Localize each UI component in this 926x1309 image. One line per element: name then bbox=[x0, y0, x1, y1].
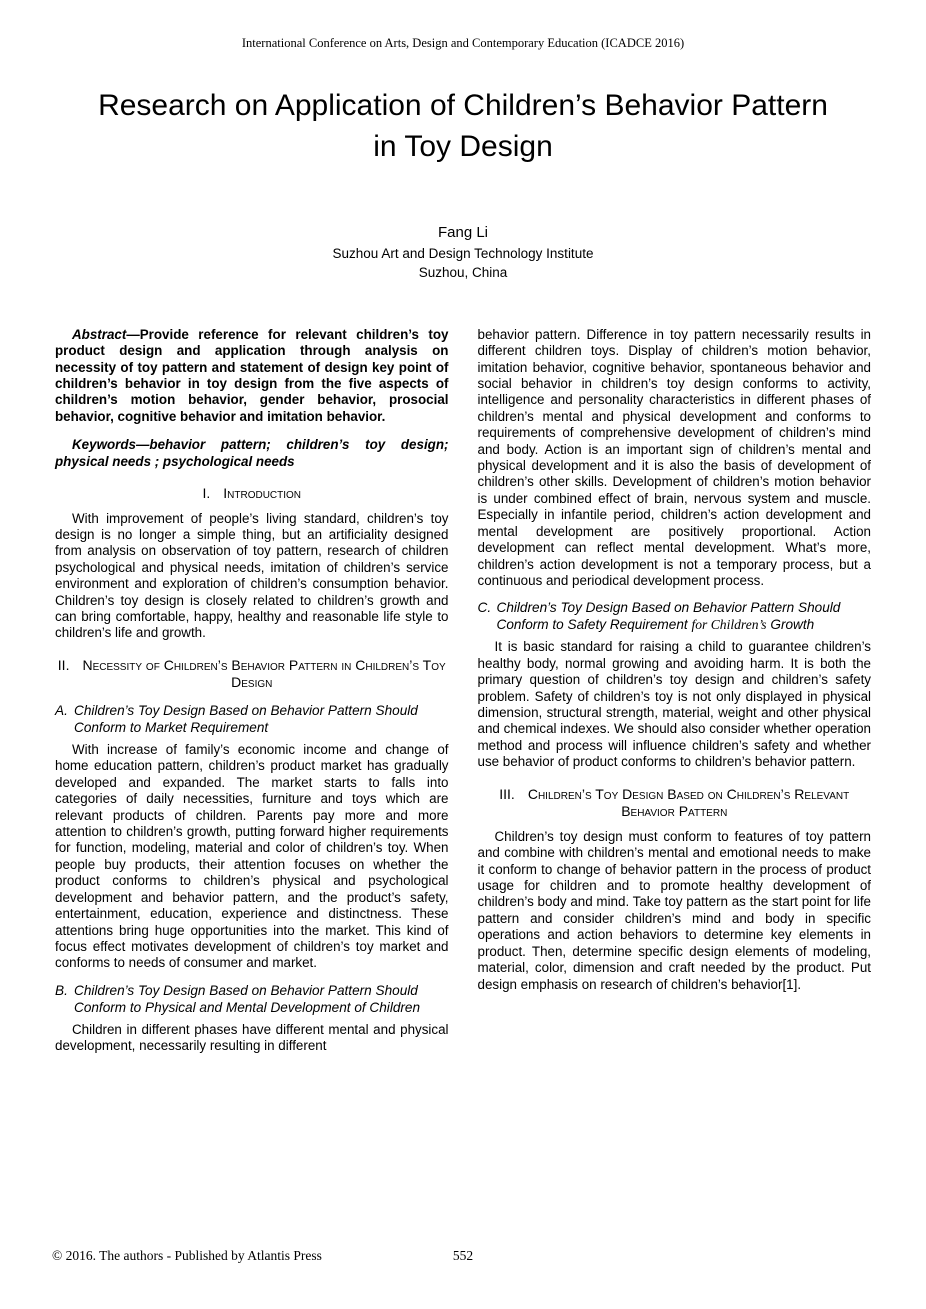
page-footer bbox=[0, 1248, 926, 1268]
section-iii-paragraph: Children’s toy design must conform to features of toy pattern and combine with children’s mental and emotional needs to make it conform to change of behavior pattern in the process of product usage for children and to promote healthy development of children’s body and mind. Take toy pattern as the start point for life pattern and consider children’s mind and body in specific operations and action behaviors to determine key elements in product. Then, determine specific design elements of modeling, material, color, dimension and craft needed by the product. Put design emphasis on research of children’s behavior[1]. bbox=[477, 828, 871, 992]
subsection-label: B. bbox=[55, 982, 68, 998]
abstract-label: Abstract bbox=[72, 326, 127, 342]
subsection-b-paragraph-continued: behavior pattern. Difference in toy pattern necessarily results in different children toys. Display of children’s motion behavior, imitation behavior, cognitive behavior, spontaneous behavior and social behavior in children’s toy design conforms to activity, intelligence and personality characteristics in different phases of children’s mental and physical development and conforms to requirements of comprehensive development of children’s mind and body. Action is an important sign of children’s mental and physical development and it is also the basis of development of children’s other skills. Development of children’s motion behavior is under combined effect of brain, nervous system and muscle. Especially in infantile period, children’s action development and mental development are positively proportional. Action development can reflect mental development. What’s more, children’s action development is not a temporary process, but a continuous and periodical development process. bbox=[477, 326, 871, 588]
subsection-heading-serif-segment: for Children’s bbox=[691, 617, 767, 633]
section-number: II. bbox=[57, 656, 70, 673]
subsection-heading-a bbox=[55, 703, 449, 737]
subsection-a-paragraph: With increase of family’s economic income and change of home education pattern, children’s product market has gradually developed and expanded. The market starts to falls into categories of daily necessities, furniture and toys which are relevant products of children. Parents pay more and more attention to children’s growth, putting forward higher requirements for function, modeling, material and color of children’s toy. When people buy products, their attention focuses on whether the product conforms to children’s physical and psychological development and behavior pattern, and the product’s safety, entertainment, education, experience and distinctness. These attentions bring huge opportunities into the market. This kind of focus effect motivates development of children’s toy market and conforms to needs of consumer and market. bbox=[55, 741, 449, 971]
section-heading-text: Children’s Toy Design Based on Children’s Relevant Behavior Pattern bbox=[527, 785, 850, 820]
section-heading-text: Necessity of Children’s Behavior Pattern in Children’s Toy Design bbox=[82, 656, 446, 691]
subsection-heading-c bbox=[478, 600, 872, 634]
page-number: 552 bbox=[452, 1248, 474, 1263]
copyright-notice: © 2016. The authors - Published by Atlantis Press bbox=[52, 1248, 322, 1263]
subsection-c-paragraph: It is basic standard for raising a child to guarantee children’s healthy body, normal growing and avoiding harm. It is both the primary question of children’s toy design and children’s safety problem. Safety of children’s toy is not only displayed in physical dimension, structural strength, material, weight and other physical and chemical indexes. We should also consider whether operation method and process will influence children’s safety and whether use behavior of product conforms to children’s behavior pattern. bbox=[477, 639, 871, 770]
left-column bbox=[55, 327, 449, 1055]
section-number: III. bbox=[499, 785, 515, 802]
subsection-label: C. bbox=[477, 600, 492, 616]
subsection-heading-text: Children’s Toy Design Based on Behavior Pattern Should Conform to Safety Requirement bbox=[496, 600, 841, 633]
conference-header: International Conference on Arts, Design and Contemporary Education (ICADCE 2016) bbox=[241, 36, 685, 50]
section-heading-introduction bbox=[55, 485, 449, 503]
paper-title: Research on Application of Children’s Behavior Pattern in Toy Design bbox=[98, 89, 828, 164]
author-affiliation: Suzhou Art and Design Technology Institute bbox=[332, 245, 594, 261]
two-column-body bbox=[55, 327, 871, 1055]
right-column bbox=[478, 327, 872, 1055]
section-heading-text: Introduction bbox=[223, 485, 302, 502]
subsection-heading-text: Children’s Toy Design Based on Behavior Pattern Should Conform to Physical and Mental Development of Children bbox=[74, 982, 421, 1015]
keywords-text: —behavior pattern; children’s toy design; physical needs ; psychological needs bbox=[55, 437, 449, 469]
author-block bbox=[55, 222, 871, 283]
introduction-paragraph: With improvement of people’s living standard, children’s toy design is no longer a simple thing, but an artificiality designed from analysis on observation of toy pattern, research of children psychological and physical needs, imitation of children’s service environment and exploration of children’s consumption behavior. Children’s toy design is closely related to children’s growth and can bring comfortable, happy, healthy and reasonable life style to children’s life and growth. bbox=[55, 510, 449, 641]
subsection-heading-b bbox=[55, 983, 449, 1017]
subsection-heading-text-end: Growth bbox=[766, 617, 815, 633]
keywords-paragraph bbox=[55, 437, 449, 470]
author-name: Fang Li bbox=[437, 223, 489, 241]
abstract-paragraph bbox=[55, 327, 449, 426]
section-number: I. bbox=[202, 485, 211, 502]
subsection-label: A. bbox=[55, 702, 68, 718]
section-heading-design bbox=[478, 786, 872, 821]
abstract-text: —Provide reference for relevant children’s toy product design and application through analysis on necessity of toy pattern and statement of design key point of children’s behavior in toy design from the five aspects of children’s motion behavior, gender behavior, prosocial behavior, cognitive behavior and imitation behavior. bbox=[55, 326, 449, 424]
subsection-b-paragraph-start: Children in different phases have different mental and physical development, necessarily resulting in different bbox=[55, 1021, 449, 1054]
author-city: Suzhou, China bbox=[418, 265, 508, 281]
section-heading-necessity bbox=[55, 657, 449, 692]
subsection-heading-text: Children’s Toy Design Based on Behavior Pattern Should Conform to Market Requirement bbox=[74, 702, 418, 735]
keywords-label: Keywords bbox=[72, 437, 136, 453]
